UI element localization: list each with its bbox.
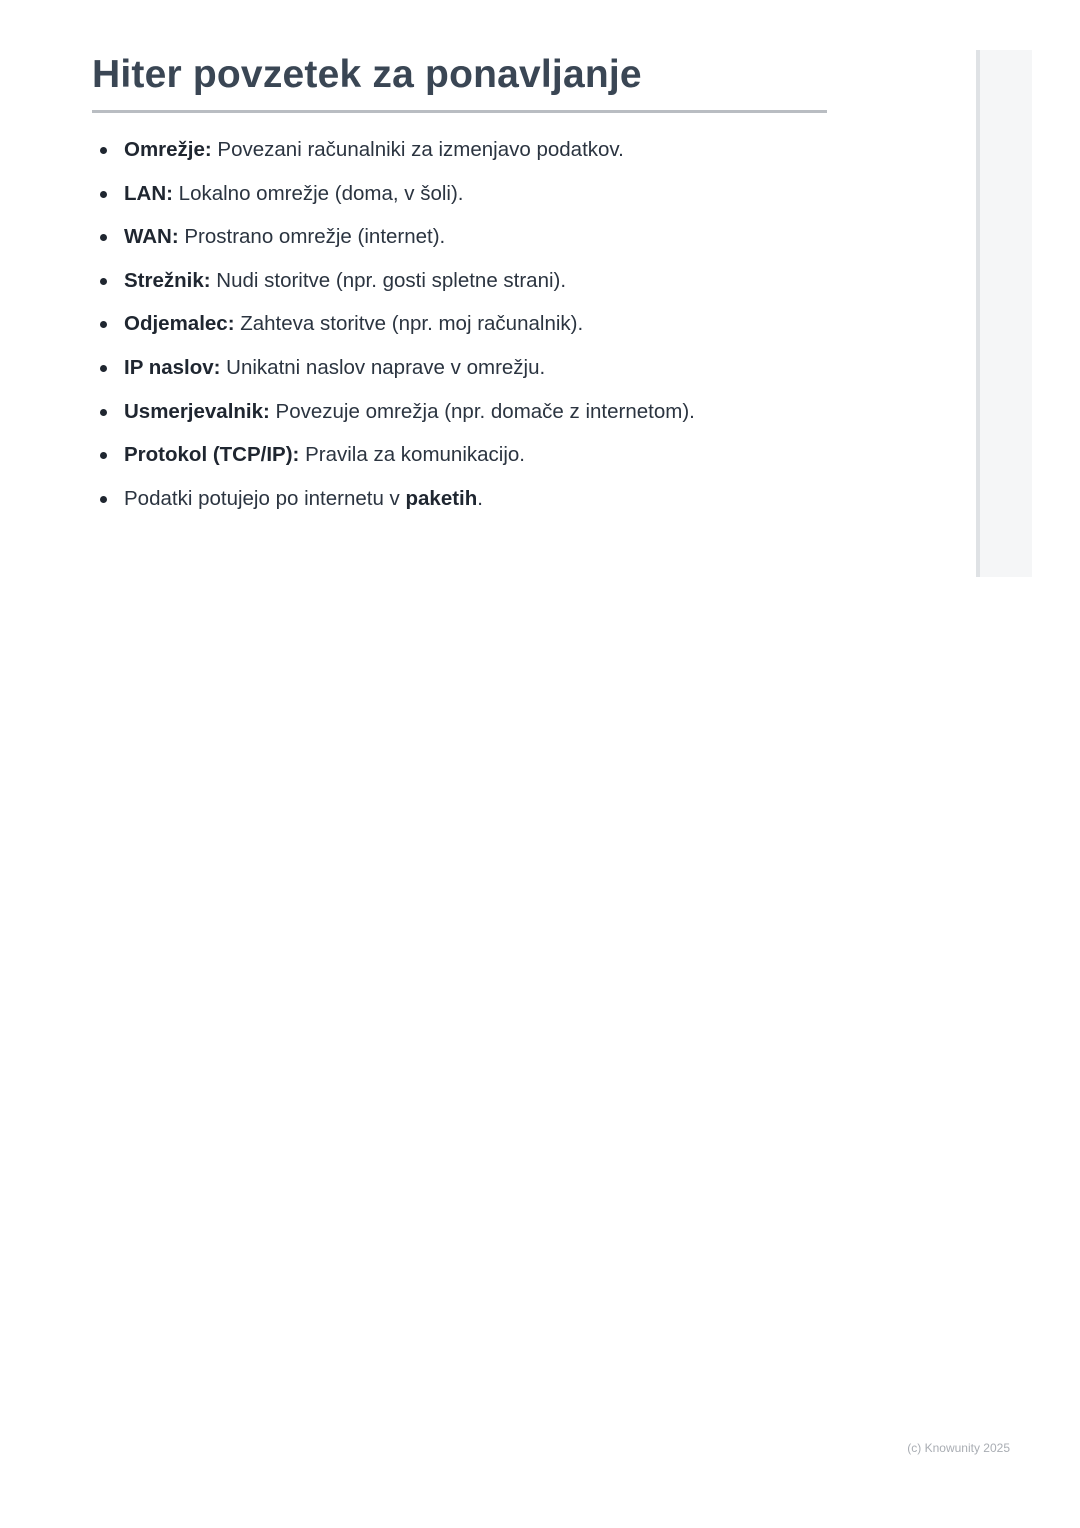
item-term: Strežnik: (124, 268, 211, 292)
bullet-icon (100, 321, 107, 328)
item-description: Pravila za komunikacijo. (299, 443, 525, 467)
item-description: Zahteva storitve (npr. moj računalnik). (234, 312, 584, 336)
item-term: LAN: (124, 181, 173, 205)
item-term: Usmerjevalnik: (124, 399, 270, 423)
bullet-icon (100, 234, 107, 241)
bullet-icon (100, 409, 107, 416)
item-term: Odjemalec: (124, 312, 235, 336)
item-term: WAN: (124, 225, 179, 249)
item-term: paketih (405, 486, 478, 510)
bullet-icon (100, 365, 107, 372)
page-title: Hiter povzetek za ponavljanje (92, 53, 642, 96)
item-term: Protokol (TCP/IP): (124, 443, 300, 467)
side-panel (976, 50, 1032, 577)
item-term: Omrežje: (124, 138, 212, 161)
copyright-footer: (c) Knowunity 2025 (907, 1441, 1010, 1455)
bullet-icon (100, 147, 107, 154)
item-description: Podatki potujejo po internetu v (124, 486, 406, 510)
item-description: Povezani računalniki za izmenjavo podatkov. (211, 138, 624, 161)
item-description: Prostrano omrežje (internet). (178, 225, 446, 249)
item-description-end: . (477, 486, 483, 510)
list-item (92, 172, 892, 216)
list-item (92, 433, 892, 477)
list-item (92, 128, 892, 172)
list-item (92, 259, 892, 303)
list-item (92, 215, 892, 259)
item-description: Lokalno omrežje (doma, v šoli). (172, 181, 464, 205)
bullet-icon (100, 452, 107, 459)
item-description: Povezuje omrežja (npr. domače z internetom). (269, 399, 695, 423)
title-underline (92, 110, 827, 113)
summary-list (92, 128, 892, 520)
bullet-icon (100, 496, 107, 503)
bullet-icon (100, 278, 107, 285)
list-item (92, 390, 892, 434)
list-item (92, 477, 892, 521)
item-term: IP naslov: (124, 355, 221, 379)
item-description: Unikatni naslov naprave v omrežju. (220, 355, 546, 379)
list-item (92, 346, 892, 390)
bullet-icon (100, 191, 107, 198)
item-description: Nudi storitve (npr. gosti spletne strani). (210, 268, 567, 292)
list-item (92, 302, 892, 346)
